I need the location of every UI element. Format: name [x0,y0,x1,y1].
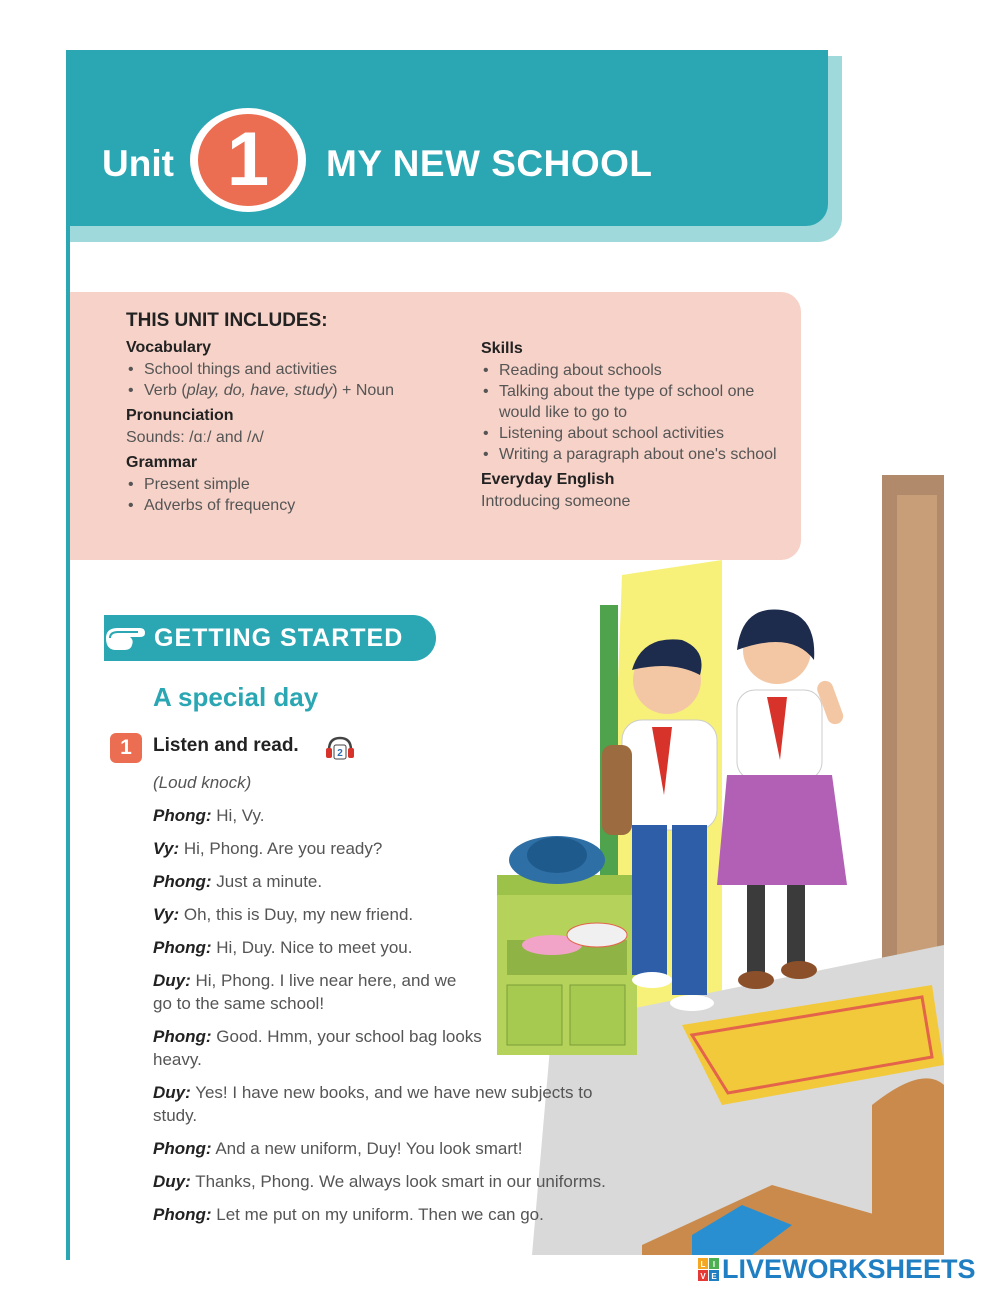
exercise-title: Listen and read. [153,735,299,756]
dialogue-line: Duy: Hi, Phong. I live near here, and we go to the same school! [153,971,457,1013]
page-edge-stripe [66,50,70,1260]
vocabulary-item: • Verb (play, do, have, study) + Noun [126,380,456,401]
skills-item: • Listening about school activities [481,423,781,444]
dialogue-line: Phong: Good. Hmm, your school bag looks heavy. [153,1027,482,1069]
audio-track-icon[interactable] [325,736,355,760]
dialogue-line: Phong: Hi, Vy. [153,806,265,825]
vocabulary-item: • School things and activities [126,359,456,380]
grammar-heading: Grammar [126,454,198,471]
exercise-number: 1 [110,733,142,763]
pointing-hand-icon [104,622,146,654]
dialogue-line: Phong: Let me put on my uniform. Then we can go. [153,1205,544,1224]
unit-label: Unit [102,143,174,184]
unit-banner [66,50,828,226]
dialogue-line: Phong: And a new uniform, Duy! You look smart! [153,1139,523,1158]
skills-item: • Reading about schools [481,360,781,381]
unit-title: MY NEW SCHOOL [326,143,653,184]
everyday-english-heading: Everyday English [481,471,615,488]
liveworksheets-logo-icon [698,1258,720,1282]
grammar-item: • Adverbs of frequency [126,495,456,516]
dialogue-line: Duy: Yes! I have new books, and we have new subjects to study. [153,1083,593,1125]
svg-text:E: E [711,1272,717,1281]
svg-text:V: V [700,1272,706,1281]
lesson-subtitle: A special day [153,682,319,712]
dialogue-line: Phong: Just a minute. [153,872,323,891]
pronunciation-text: Sounds: /ɑː/ and /ʌ/ [126,429,264,446]
includes-left-column [126,337,456,516]
grammar-item: • Present simple [126,474,456,495]
vocabulary-heading: Vocabulary [126,339,212,356]
svg-text:I: I [712,1260,716,1269]
pronunciation-heading: Pronunciation [126,407,234,424]
section-label: GETTING STARTED [154,624,404,652]
includes-heading: THIS UNIT INCLUDES: [126,310,328,331]
audio-track-number: 2 [337,748,343,759]
stage-direction: (Loud knock) [153,773,252,792]
skills-heading: Skills [481,340,523,357]
watermark-text: LIVEWORKSHEETS [722,1254,976,1284]
dialogue-line: Vy: Hi, Phong. Are you ready? [153,839,383,858]
unit-number: 1 [198,114,298,206]
skills-item: • Talking about the type of school one would like to go to [481,381,781,423]
everyday-english-text: Introducing someone [481,493,631,510]
svg-text:L: L [700,1260,706,1269]
dialogue-line: Phong: Hi, Duy. Nice to meet you. [153,938,413,957]
dialogue-line: Vy: Oh, this is Duy, my new friend. [153,905,414,924]
dialogue-line: Duy: Thanks, Phong. We always look smart in our uniforms. [153,1172,606,1191]
skills-item: • Writing a paragraph about one's school [481,444,781,465]
dialogue [153,771,673,1236]
